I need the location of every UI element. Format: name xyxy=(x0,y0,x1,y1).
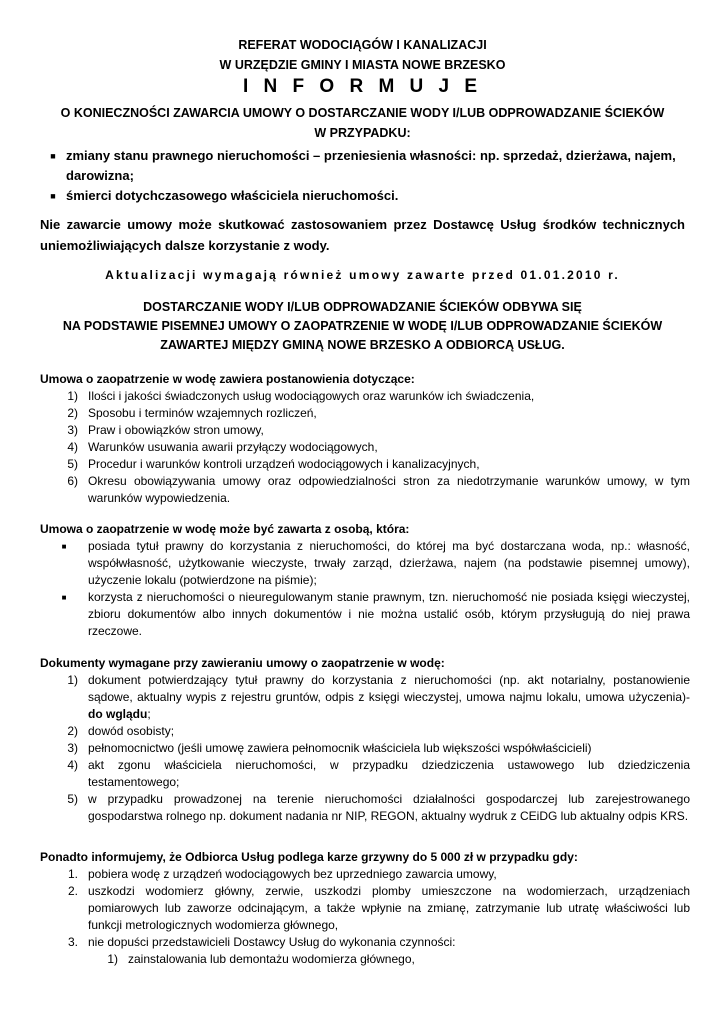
item-number: 2. xyxy=(67,884,78,898)
section-penalties xyxy=(40,849,690,968)
bullet-marker: ■ xyxy=(50,191,56,201)
list-item xyxy=(40,439,690,456)
item-text: Praw i obowiązków stron umowy, xyxy=(88,423,264,437)
informuje-title: I N F O R M U J E xyxy=(242,76,483,97)
item-text: zainstalowania lub demontażu wodomierza głównego, xyxy=(128,952,415,966)
item-number: 5) xyxy=(67,792,78,806)
item-text: Okresu obowiązywania umowy oraz odpowiedzialności stron za niedotrzymanie warunków umowy, w tym warunków wypowiedzenia. xyxy=(88,474,690,505)
list-item xyxy=(40,388,690,405)
item-number: 4) xyxy=(67,758,78,772)
header-line-3: O KONIECZNOŚCI ZAWARCIA UMOWY O DOSTARCZANIE WODY I/LUB ODPROWADZANIE ŚCIEKÓW xyxy=(60,106,665,120)
case-item xyxy=(40,186,685,206)
item-number: 5) xyxy=(67,457,78,471)
list-item xyxy=(40,757,690,791)
bullet-marker: ■ xyxy=(61,542,67,551)
item-text: pełnomocnictwo (jeśli umowę zawiera pełnomocnik właściciela lub większości współwłaścicieli) xyxy=(88,741,592,755)
item-text: korzysta z nieruchomości o nieuregulowanym stanie prawnym, tzn. nieruchomość nie posiada księgi wieczystej, zbioru dokumentów albo innych dokumentów i nie można ustalić osób, którym przysługują do niej prawa rzeczowe. xyxy=(88,590,690,638)
basis-line-1: DOSTARCZANIE WODY I/LUB ODPROWADZANIE ŚCIEKÓW ODBYWA SIĘ xyxy=(143,300,582,314)
item-number: 1) xyxy=(67,389,78,403)
case-item xyxy=(40,146,685,186)
header-line-1: REFERAT WODOCIĄGÓW I KANALIZACJI xyxy=(238,38,487,52)
basis-line-3: ZAWARTEJ MIĘDZY GMINĄ NOWE BRZESKO A ODBIORCĄ USŁUG. xyxy=(160,338,565,352)
list-item xyxy=(40,538,690,589)
item-number: 2) xyxy=(67,724,78,738)
list-item xyxy=(40,672,690,723)
item-number: 1. xyxy=(67,867,78,881)
item-number: 2) xyxy=(67,406,78,420)
item-number: 6) xyxy=(67,474,78,488)
list-item xyxy=(40,422,690,439)
item-text: dowód osobisty; xyxy=(88,724,175,738)
item-text: Ilości i jakości świadczonych usług wodociągowych oraz warunków ich świadczenia, xyxy=(88,389,535,403)
list-item xyxy=(40,934,690,951)
cases-list xyxy=(40,146,685,206)
item-text: akt zgonu właściciela nieruchomości, w przypadku dziedziczenia ustawowego lub dziedziczenia testamentowego; xyxy=(88,758,690,789)
section-heading: Ponadto informujemy, że Odbiorca Usług podlega karze grzywny do 5 000 zł w przypadku gdy: xyxy=(40,850,578,864)
warning-text: Nie zawarcie umowy może skutkować zastosowaniem przez Dostawcę Usług środków technicznych uniemożliwiających dalsze korzystanie z wody. xyxy=(40,217,685,253)
section-heading: Dokumenty wymagane przy zawieraniu umowy o zaopatrzenie w wodę: xyxy=(40,656,445,670)
section-contract-contents xyxy=(40,371,690,507)
item-text: Sposobu i terminów wzajemnych rozliczeń, xyxy=(88,406,317,420)
item-number: 3. xyxy=(67,935,78,949)
header-line-2: W URZĘDZIE GMINY I MIASTA NOWE BRZESKO xyxy=(219,58,506,72)
item-number: 3) xyxy=(67,741,78,755)
item-number: 3) xyxy=(67,423,78,437)
item-text-bold: do wglądu xyxy=(88,707,148,721)
list-item xyxy=(40,589,690,640)
section-required-documents xyxy=(40,655,690,825)
item-text: posiada tytuł prawny do korzystania z nieruchomości, do której ma być dostarczana woda, np.: własność, współwłasność, użytkowanie wieczyste, trwały zarząd, dzierżawa, najem (na podstawie pisemnej umowy), użyczenie lokalu (potwierdzone na piśmie); xyxy=(88,539,690,587)
basis-line-2: NA PODSTAWIE PISEMNEJ UMOWY O ZAOPATRZENIE W WODĘ I/LUB ODPROWADZANIE ŚCIEKÓW xyxy=(62,319,663,333)
item-text-end: ; xyxy=(147,707,151,721)
header-line-4: W PRZYPADKU: xyxy=(314,126,411,140)
case-text: śmierci dotychczasowego właściciela nieruchomości. xyxy=(66,188,399,203)
list-item xyxy=(40,740,690,757)
list-item xyxy=(40,405,690,422)
sub-list-item xyxy=(40,951,690,968)
case-text: zmiany stanu prawnego nieruchomości – przeniesienia własności: np. sprzedaż, dzierżawa, najem, darowizna; xyxy=(66,148,676,183)
item-text: nie dopuści przedstawicieli Dostawcy Usług do wykonania czynności: xyxy=(88,935,456,949)
item-text: Warunków usuwania awarii przyłączy wodociągowych, xyxy=(88,440,378,454)
bullet-marker: ■ xyxy=(50,151,56,161)
update-note: Aktualizacji wymagają również umowy zawarte przed 01.01.2010 r. xyxy=(105,268,620,282)
list-item xyxy=(40,473,690,507)
item-text xyxy=(88,672,690,723)
list-item xyxy=(40,883,690,934)
item-text: w przypadku prowadzonej na terenie nieruchomości działalności gospodarczej lub zarejestrowanego gospodarstwa rolnego np. dokument nadania nr NIP, REGON, aktualny wydruk z CEiDG lub aktualny odpis KRS. xyxy=(88,792,690,823)
item-text-main: dokument potwierdzający tytuł prawny do korzystania z nieruchomości (np. akt notarialny, postanowienie sądowe, aktualny wypis z rejestru gruntów, odpis z księgi wieczystej, umowa najmu lokalu, umowa użyczenia)- xyxy=(88,673,690,704)
item-text: pobiera wodę z urządzeń wodociągowych bez uprzedniego zawarcia umowy, xyxy=(88,867,497,881)
section-eligible-persons xyxy=(40,521,690,640)
section-heading: Umowa o zaopatrzenie w wodę zawiera postanowienia dotyczące: xyxy=(40,372,415,386)
item-text: Procedur i warunków kontroli urządzeń wodociągowych i kanalizacyjnych, xyxy=(88,457,480,471)
list-item xyxy=(40,723,690,740)
list-item xyxy=(40,456,690,473)
item-text: uszkodzi wodomierz główny, zerwie, uszkodzi plomby umieszczone na wodomierzach, urządzeniach pomiarowych lub zaworze odcinającym, a także wpłynie na zmianę, zatrzymanie lub utratę właściwości lub funkcji metrologicznych wodomierza głównego, xyxy=(88,884,690,932)
bullet-marker: ■ xyxy=(61,593,67,602)
list-item xyxy=(40,791,690,825)
item-number: 1) xyxy=(107,952,118,966)
item-number: 1) xyxy=(67,673,78,687)
list-item xyxy=(40,866,690,883)
section-heading: Umowa o zaopatrzenie w wodę może być zawarta z osobą, która: xyxy=(40,522,410,536)
item-number: 4) xyxy=(67,440,78,454)
